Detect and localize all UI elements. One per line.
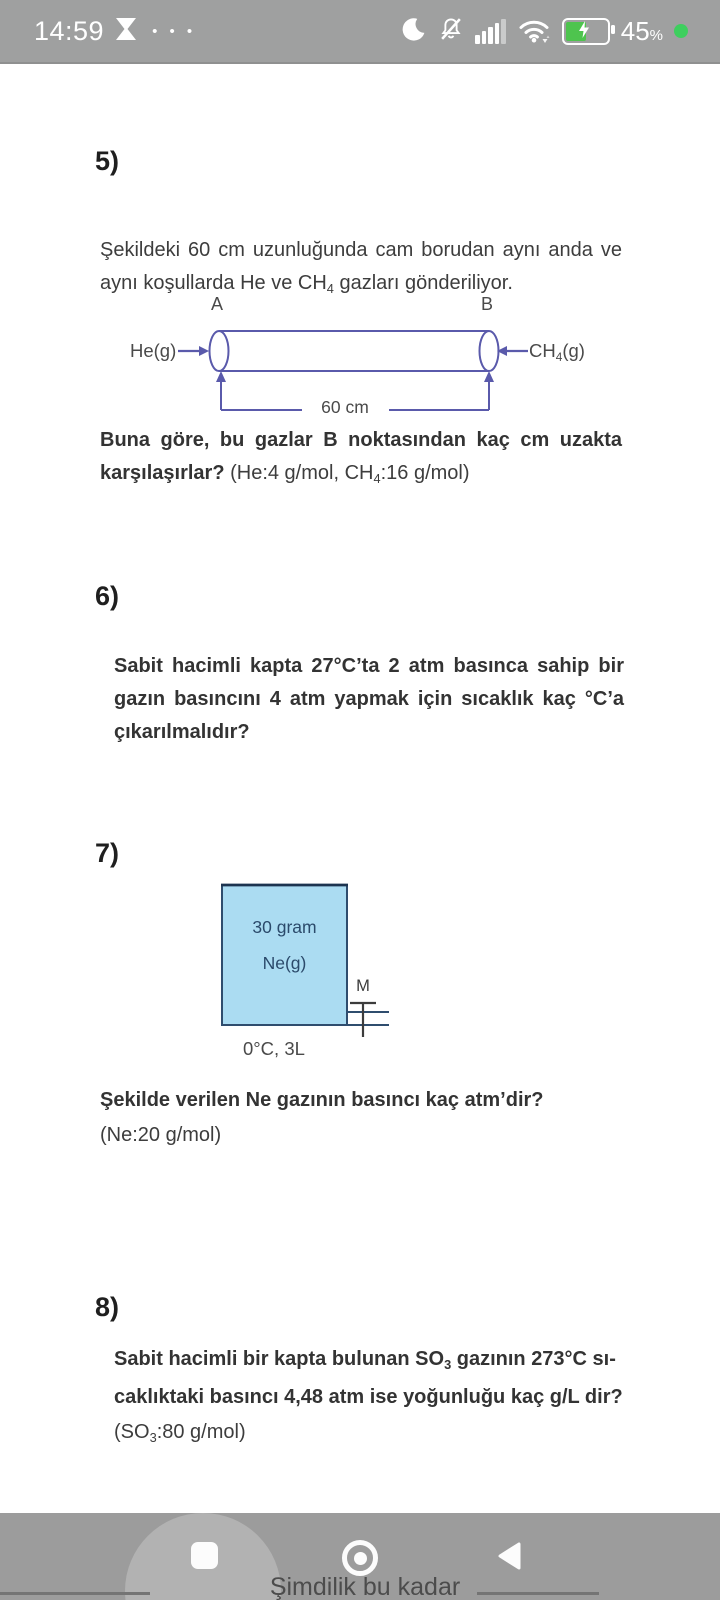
he-gas-label: He(g) [130, 340, 177, 361]
home-circle-icon [354, 1552, 367, 1565]
wifi-icon [517, 14, 551, 49]
status-bar-right [401, 0, 688, 62]
hourglass-icon [114, 16, 138, 47]
home-button[interactable] [342, 1540, 378, 1576]
page-footer-caption: Şimdilik bu kadar [269, 1573, 461, 1600]
container-gas-label: Ne(g) [262, 953, 307, 973]
question-6-text: Sabit hacimli kapta 27°C’ta 2 atm basınca sahip bir gazın basıncını 4 atm yapmak için sıcaklık kaç °C’a çıkarılmalıdır? [114, 655, 624, 743]
privacy-indicator-dot-icon [674, 24, 688, 38]
status-bar-left [34, 0, 196, 62]
tube-left-opening [210, 331, 229, 371]
container-mass-label: 30 gram [252, 917, 317, 937]
question-7-text: Şekilde verilen Ne gazının basıncı kaç atm’dir? [100, 1089, 544, 1111]
ch4-gas-label: $CH_4(g)$ [529, 340, 585, 364]
question-5-intro: Şekildeki 60 cm uzunluğunda cam borudan aynı anda ve aynı koşullarda He ve $CH_4$ gazları gönderiliyor. [100, 239, 622, 296]
notifications-muted-bell-icon [438, 15, 464, 48]
signal-strength-icon [475, 18, 506, 44]
question-5-number: 5) [95, 146, 120, 176]
valve-label: M [356, 977, 370, 995]
recents-button[interactable] [191, 1542, 218, 1569]
tube-right-opening [480, 331, 499, 371]
navigation-bar [0, 1513, 720, 1600]
question-8-number: 8) [95, 1292, 120, 1322]
question-6-number: 6) [95, 581, 120, 611]
question-5-text: Buna göre, bu gazlar B noktasından kaç cm uzakta karşılaşırlar? (He:4 g/mol, $CH_4:16$ g/mol) [100, 429, 622, 487]
battery-percent: 45 % [620, 15, 663, 46]
question-8-text: Sabit hacimli bir kapta bulunan $SO_3$ gazının 273°C sı- caklıktaki basıncı 4,48 atm ise yoğunluğu kaç g/L dir? [114, 1348, 623, 1409]
night-mode-moon-icon [401, 16, 427, 47]
question-7-note: (Ne:20 g/mol) [100, 1124, 222, 1146]
tube-label-b: B [480, 294, 493, 314]
tube-length-label: 60 cm [321, 397, 369, 417]
back-triangle-icon [494, 1540, 526, 1572]
status-bar [0, 0, 720, 64]
tube-label-a: A [210, 294, 223, 314]
back-button[interactable] [494, 1540, 526, 1577]
clock: 14:59 [34, 15, 105, 46]
question-8-note: ($SO_3:80$ g/mol) [114, 1421, 246, 1446]
notification-overflow-dots-icon: • • • [152, 22, 197, 40]
container-conditions-label: 0°C, 3L [243, 1038, 305, 1059]
question-7-number: 7) [95, 838, 120, 868]
battery-charging-icon [562, 18, 610, 45]
